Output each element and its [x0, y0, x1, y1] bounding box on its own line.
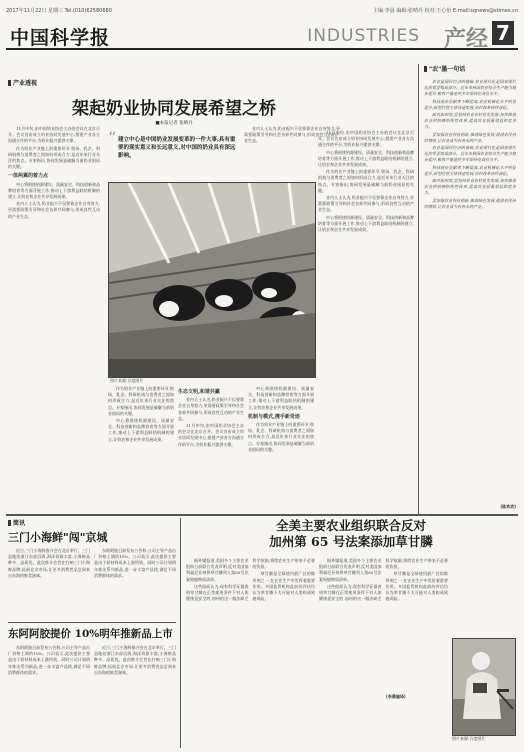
paragraph: 中心将围绕奶源建设、质量安全、科技创新和品牌培育等方面开展工作,推动上下游利益联结机制的建立,让奶农和企业共享发展成果。 — [318, 214, 414, 233]
paragraph: 科技进步贡献率不断提高,农业机械化水平明显提升,新型经营主体快速发展,农村改革持续深化。 — [424, 98, 516, 110]
paragraph: 业内人士认为,奶业振兴不仅要靠企业自身努力,更需要政策引导和社会各界共同参与,形成良性互动的产业生态。 — [178, 397, 244, 421]
pull-quote: 建立中心是中国奶业发展变革的一件大事,具有重要的现实意义和长远意义,对中国的奶业具有深远影响。 — [118, 137, 236, 159]
main-article — [8, 80, 340, 512]
paragraph: 中心将围绕奶源建设、质量安全、科技创新和品牌培育等方面开展工作,推动上下游利益联结机制的建立,让奶农和企业共享发展成果。 — [248, 386, 314, 410]
column-tag: 产业透视 — [8, 78, 37, 87]
paragraph: 草甘膦是全球使用最广泛的除草剂之一,在农业生产中发挥着重要作用。多国监管机构此前的评估均认为草甘膦不太可能对人类构成致癌风险。 — [385, 571, 448, 602]
sidebar-text — [424, 79, 516, 499]
sprayer-photo — [452, 638, 516, 736]
paragraph: 农业是国民经济的基础,农业现代化是国家现代化的重要组成部分。近年来我国农业综合生产能力稳步提升,粮食产量连续多年保持在高位水平。 — [424, 145, 516, 163]
sprayer-image — [453, 639, 515, 735]
paragraph: 东阿阿胶日前发布公告称,公司主导产品出厂价格上调约10%。公司表示,此次提价主要是由于原材料成本上涨所致。同时公司计划明年推出系列新品,进一步丰富产品线,满足不同消费群体的需求。 — [8, 645, 90, 675]
sprayer-caption: 图片来源:百度图片 — [452, 736, 486, 741]
main-text-col-3 — [178, 386, 244, 504]
quote-mark-icon: “ — [108, 128, 117, 147]
paragraph: 这些组织认为,现有科学证据表明草甘膦在正常使用条件下对人体健康是安全的,加州的这一做法缺乏科学依据,将给农业生产带来不必要的负担。 — [186, 558, 315, 602]
section-divider — [6, 514, 518, 516]
paragraph: 面对新形势,要坚持农业农村优先发展,加快推进农业供给侧结构性改革,提高农业质量效益和竞争力。 — [424, 178, 516, 196]
glyphosate-headline-2: 加州第 65 号法案添加草甘膦 — [269, 534, 433, 549]
paragraph: 这些组织认为,现有科学证据表明草甘膦在正常使用条件下对人体健康是安全的,加州的这一做法缺乏科学依据,将给农业生产带来不必要的负担。 — [319, 558, 448, 602]
brief-headline-1: 三门小海鲜"闯"京城 — [8, 531, 108, 544]
photo-caption: 图片来源:百度图片 — [110, 378, 144, 383]
main-text-col-4 — [248, 386, 314, 504]
subhead: 生态文明,和谐共赢 — [178, 389, 220, 395]
subhead: 一体两翼的着力点 — [8, 173, 49, 180]
section-title-cn: 产经 — [443, 27, 488, 52]
paragraph: 作为奶业产业链上的重要环节,牧场、乳企、科研机构与消费者之间如何形成合力,是近年来行业关注的焦点。专家指出,协同发展是破解当前奶业困局的关键。 — [8, 145, 100, 170]
paragraph: 近日,三门小海鲜推介会在北京举行。三门县地处浙江东部沿海,海洋资源丰富,小海鲜品种多、品质优。此次推介会旨在打响三门小海鲜品牌,拓展北京市场,让更多消费者品尝到来自东海的鲜美滋味。 — [94, 645, 176, 675]
paragraph: 作为奶业产业链上的重要环节,牧场、乳企、科研机构与消费者之间如何形成合力,是近年来行业关注的焦点。专家指出,协同发展是破解当前奶业困局的关键。 — [318, 169, 414, 193]
sidebar-tag: "农"墨一句话 — [424, 64, 516, 73]
paragraph: 据外媒报道,美国多个主要农业组织日前联合发表声明,反对美国加利福尼亚州将草甘膦列入第65号法案致癌物质清单。 — [319, 558, 382, 582]
paragraph: 面对新形势,要坚持农业农村优先发展,加快推进农业供给侧结构性改革,提高农业质量效益和竞争力。 — [424, 112, 516, 130]
editor-info: 主编:李晨 编辑:张晴丹 校对:王心怡 E-mail:sqnews@stimes.cn — [373, 7, 518, 14]
brief-article-1 — [8, 518, 176, 618]
subhead: 机制与模式,携手新奇迹 — [248, 413, 300, 420]
paragraph: 中心将围绕奶源建设、质量安全、科技创新和品牌培育等方面开展工作,推动上下游利益联结机制的建立,让奶农和企业共享发展成果。 — [318, 149, 414, 168]
newspaper-logo: 中国科学报 — [10, 27, 111, 49]
paragraph: 科技进步贡献率不断提高,农业机械化水平明显提升,新型经营主体快速发展,农村改革持续深化。 — [424, 164, 516, 176]
column-divider — [418, 64, 419, 514]
paragraph: 东阿阿胶日前发布公告称,公司主导产品出厂价格上调约10%。公司表示,此次提价主要是由于原材料成本上涨所致。同时公司计划明年推出系列新品,进一步丰富产品线,满足不同消费群体的需求。 — [94, 548, 176, 578]
column-divider — [180, 518, 181, 748]
paragraph: 业内人士认为,奶业振兴不仅要靠企业自身努力,更需要政策引导和社会各界共同参与,形成良性互动的产业生态。 — [318, 195, 414, 213]
paragraph: 11月中旬,由中国奶业协会主办的会议在北京召开。会议宣布成立奶业协同发展中心,搭建产业各方沟通合作的平台,为奶业振兴提供支撑。 — [178, 423, 244, 447]
main-headline: 架起奶业协同发展希望之桥 — [72, 99, 276, 119]
paragraph: 草甘膦是全球使用最广泛的除草剂之一,在农业生产中发挥着重要作用。多国监管机构此前的评估均认为草甘膦不太可能对人类构成致癌风险。 — [252, 571, 315, 602]
paragraph: 作为奶业产业链上的重要环节,牧场、乳企、科研机构与消费者之间如何形成合力,是近年来行业关注的焦点。专家指出,协同发展是破解当前奶业困局的关键。 — [248, 422, 314, 452]
section-title-en: INDUSTRIES — [307, 26, 420, 46]
brief-divider — [8, 622, 176, 623]
brief-tag: 简讯 — [8, 518, 176, 527]
paragraph: 农业是国民经济的基础,农业现代化是国家现代化的重要组成部分。近年来我国农业综合生产能力稳步提升,粮食产量连续多年保持在高位水平。 — [424, 79, 516, 97]
sidebar-column — [424, 64, 516, 514]
main-byline: ■本报记者 张晴丹 — [155, 121, 193, 126]
paragraph: 业内人士认为,奶业振兴不仅要靠企业自身努力,更需要政策引导和社会各界共同参与,形成良性互动的产业生态。 — [8, 201, 100, 219]
paragraph: 近日,三门小海鲜推介会在北京举行。三门县地处浙江东部沿海,海洋资源丰富,小海鲜品种多、品质优。此次推介会旨在打响三门小海鲜品牌,拓展北京市场,让更多消费者品尝到来自东海的鲜美滋味。 — [8, 548, 90, 578]
sidebar-author: (陈欢欢) — [500, 504, 516, 509]
brief-text-2 — [8, 645, 176, 749]
paragraph: 要加强农业科技创新,推进绿色发展,促进农民持续增收,让农业成为有奔头的产业。 — [424, 197, 516, 209]
main-text-col-6 — [318, 130, 414, 510]
pull-quote-box — [108, 128, 240, 178]
cow-barn-photo — [108, 182, 316, 378]
brief-text-1 — [8, 548, 176, 620]
paragraph: 11月中旬,由中国奶业协会主办的会议在北京召开。会议宣布成立奶业协同发展中心,搭建产业各方沟通合作的平台,为奶业振兴提供支撑。 — [8, 126, 100, 144]
glyphosate-article — [186, 518, 516, 748]
masthead — [6, 18, 518, 50]
brief-article-2 — [8, 626, 176, 748]
paragraph: 业内人士认为,奶业振兴不仅要靠企业自身努力,更需要政策引导和社会各界共同参与,形成良性互动的产业生态。 — [244, 126, 340, 144]
paragraph: 作为奶业产业链上的重要环节,牧场、乳企、科研机构与消费者之间如何形成合力,是近年来行业关注的焦点。专家指出,协同发展是破解当前奶业困局的关键。 — [108, 386, 174, 416]
glyphosate-text — [186, 558, 448, 744]
glyphosate-headline-1: 全美主要农业组织联合反对 — [275, 518, 426, 533]
paragraph: 中心将围绕奶源建设、质量安全、科技创新和品牌培育等方面开展工作,推动上下游利益联结机制的建立,让奶农和企业共享发展成果。 — [108, 418, 174, 442]
brief-headline-2: 东阿阿胶提价 10%明年推新品上市 — [8, 628, 173, 640]
top-info-bar — [6, 4, 518, 16]
paragraph: 据外媒报道,美国多个主要农业组织日前联合发表声明,反对美国加利福尼亚州将草甘膦列入第65号法案致癌物质清单。 — [186, 558, 249, 582]
paragraph: 11月中旬,由中国奶业协会主办的会议在北京召开。会议宣布成立奶业协同发展中心,搭建产业各方沟通合作的平台,为奶业振兴提供支撑。 — [318, 130, 414, 148]
paragraph: 要加强农业科技创新,推进绿色发展,促进农民持续增收,让农业成为有奔头的产业。 — [424, 131, 516, 143]
paragraph: 中心将围绕奶源建设、质量安全、科技创新和品牌培育等方面开展工作,推动上下游利益联结机制的建立,让奶农和企业共享发展成果。 — [8, 181, 100, 200]
page-number: 7 — [492, 21, 514, 45]
cow-barn-image — [109, 183, 315, 377]
main-text-col-2 — [108, 386, 174, 504]
main-text-col-1 — [8, 126, 100, 506]
glyphosate-author: (李晨编译) — [386, 694, 406, 699]
issue-date: 2017年11月22日 星期三 Tel:(010)62580680 — [6, 7, 112, 14]
